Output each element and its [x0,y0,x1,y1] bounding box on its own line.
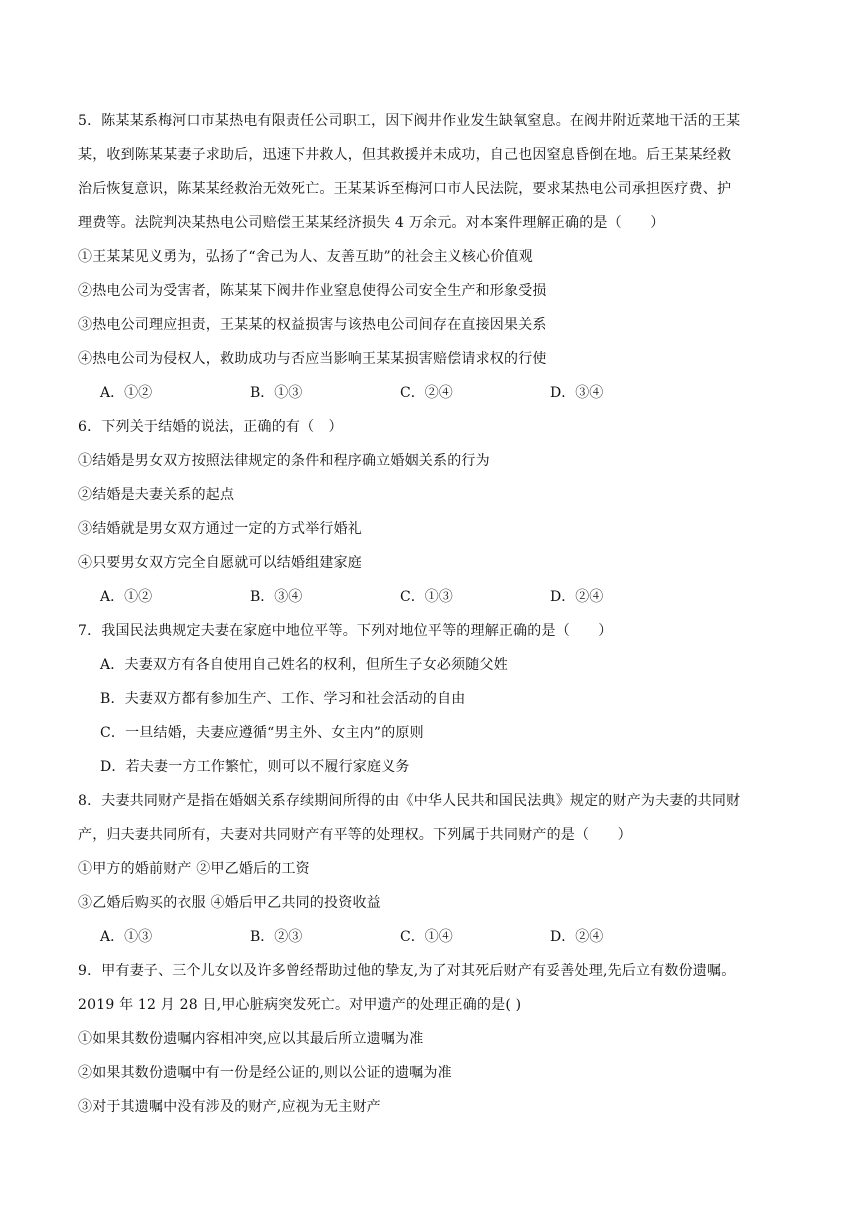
question-stem-line: 9．甲有妻子、三个儿女以及许多曾经帮助过他的挚友,为了对其死后财产有妥善处理,先后立有数份遗嘱。 [78,963,736,979]
question-9 [78,954,790,1124]
statement: ④只要男女双方完全自愿就可以结婚组建家庭 [78,555,362,571]
statement: ②如果其数份遗嘱中有一份是经公证的,则以公证的遗嘱为准 [78,1065,452,1081]
statement: ①甲方的婚前财产 ②甲乙婚后的工资 [78,861,310,877]
statement: ③热电公司理应担责，王某某的权益损害与该热电公司间存在直接因果关系 [78,317,547,333]
question-stem-line: 理费等。法院判决某热电公司赔偿王某某经济损失 4 万余元。对本案件理解正确的是（ ） [78,215,665,231]
question-6 [78,410,790,614]
statement: ④热电公司为侵权人，救助成功与否应当影响王某某损害赔偿请求权的行使 [78,351,547,367]
option-a: A．①② [100,385,153,401]
choice-d: D．若夫妻一方工作繁忙，则可以不履行家庭义务 [100,759,410,775]
question-stem-line: 某，收到陈某某妻子求助后，迅速下井救人，但其救援并未成功，自己也因窒息昏倒在地。后王某某经救 [78,147,732,163]
question-stem-line: 2019 年 12 月 28 日,甲心脏病突发死亡。对甲遗产的处理正确的是( ) [78,997,522,1013]
option-c: C．①③ [400,589,453,605]
choice-a: A．夫妻双方有各自使用自己姓名的权利，但所生子女必须随父姓 [100,657,508,673]
question-stem-line: 治后恢复意识，陈某某经救治无效死亡。王某某诉至梅河口市人民法院，要求某热电公司承担医疗费、护 [78,181,732,197]
question-stem-line: 产，归夫妻共同所有，夫妻对共同财产有平等的处理权。下列属于共同财产的是（ ） [78,827,632,843]
choice-c: C．一旦结婚，夫妻应遵循“男主外、女主内”的原则 [100,725,424,741]
answer-options [78,376,790,410]
question-8 [78,784,790,954]
option-b: B．①③ [250,385,303,401]
question-stem-line: 7．我国民法典规定夫妻在家庭中地位平等。下列对地位平等的理解正确的是（ ） [78,623,613,639]
question-stem-line: 6．下列关于结婚的说法，正确的有（ ） [78,419,343,435]
statement: ③对于其遗嘱中没有涉及的财产,应视为无主财产 [78,1099,381,1115]
statement: ①结婚是男女双方按照法律规定的条件和程序确立婚姻关系的行为 [78,453,490,469]
option-d: D．②④ [550,589,604,605]
option-d: D．②④ [550,929,604,945]
question-stem-line: 5．陈某某系梅河口市某热电有限责任公司职工，因下阀井作业发生缺氧窒息。在阀井附近菜地干活的王某 [78,113,741,129]
statement: ②结婚是夫妻关系的起点 [78,487,235,503]
option-a: A．①② [100,589,153,605]
option-b: B．②③ [250,929,303,945]
statement: ②热电公司为受害者，陈某某下阀井作业窒息使得公司安全生产和形象受损 [78,283,547,299]
option-c: C．①④ [400,929,453,945]
question-stem-line: 8．夫妻共同财产是指在婚姻关系存续期间所得的由《中华人民共和国民法典》规定的财产为夫妻的共同财 [78,793,741,809]
question-7 [78,614,790,784]
option-c: C．②④ [400,385,453,401]
statement: ③乙婚后购买的衣服 ④婚后甲乙共同的投资收益 [78,895,381,911]
option-d: D．③④ [550,385,604,401]
answer-options [78,580,790,614]
question-5 [78,104,790,410]
statement: ①王某某见义勇为，弘扬了“舍己为人、友善互助”的社会主义核心价值观 [78,249,533,265]
answer-options [78,920,790,954]
statement: ①如果其数份遗嘱内容相冲突,应以其最后所立遗嘱为准 [78,1031,424,1047]
statement: ③结婚就是男女双方通过一定的方式举行婚礼 [78,521,362,537]
option-b: B．③④ [250,589,303,605]
option-a: A．①③ [100,929,153,945]
choice-b: B．夫妻双方都有参加生产、工作、学习和社会活动的自由 [100,691,466,707]
